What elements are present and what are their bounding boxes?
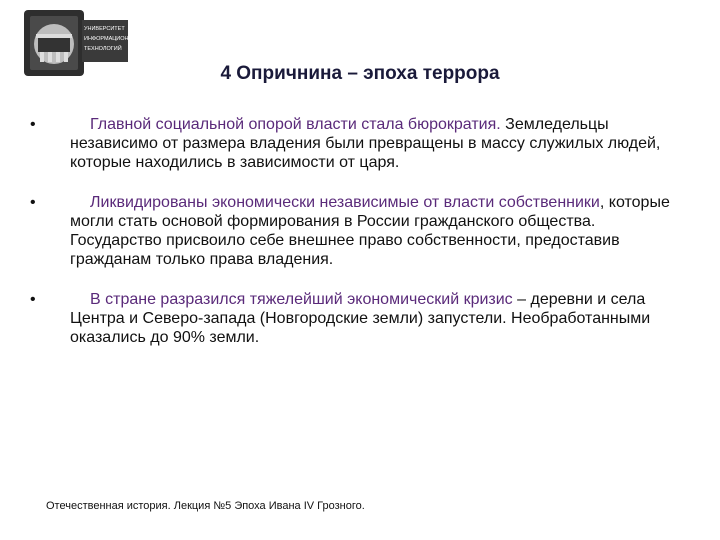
bullet-icon: •	[30, 194, 36, 211]
logo-line-3: ТЕХНОЛОГИЙ	[84, 46, 122, 52]
bullet-paragraph-1	[30, 115, 670, 172]
slide-footer: Отечественная история. Лекция №5 Эпоха Ивана IV Грозного.	[46, 500, 365, 512]
bullet-paragraph-2	[30, 193, 670, 269]
slide-body	[30, 115, 670, 347]
paragraph-3-text: – деревни и села Центра и Северо-запада (Новгородские земли) запустели. Необработанными оказались до 90% земли.	[70, 291, 651, 346]
paragraph-1-highlight: Главной социальной опорой власти стала бюрократия.	[90, 116, 501, 133]
slide-title: 4 Опричнина – эпоха террора	[220, 63, 500, 84]
paragraph-2-highlight: Ликвидированы экономически независимые от власти собственники	[90, 194, 600, 211]
bullet-icon: •	[30, 291, 36, 308]
logo-line-1: УНИВЕРСИТЕТ	[84, 26, 125, 32]
paragraph-3-highlight: В стране разразился тяжелейший экономический кризис	[90, 291, 513, 308]
paragraph-1-text: Земледельцы независимо от размера владения были превращены в массу служилых людей, которые находились в зависимости от царя.	[70, 116, 661, 171]
bullet-icon: •	[30, 116, 36, 133]
paragraph-2-text: , которые могли стать основой формирования в России гражданского общества. Государство присвоило себе внешнее право собственности, предоставив гражданам только права владения.	[70, 194, 670, 268]
logo-line-2: ИНФОРМАЦИОННЫХ	[84, 36, 142, 42]
bullet-paragraph-3	[30, 290, 670, 347]
